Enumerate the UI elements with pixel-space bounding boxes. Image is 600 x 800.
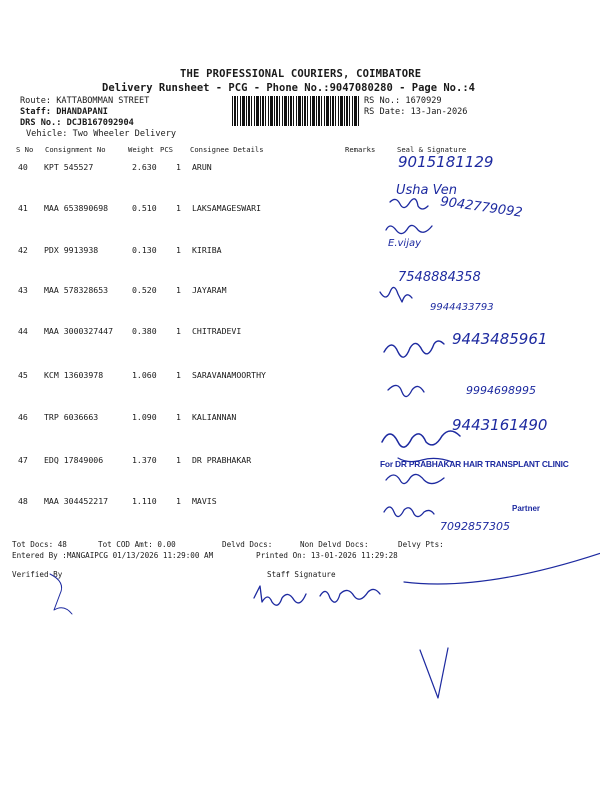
col-consignee: Consignee Details [190,145,264,154]
verified-by-label: Verified By [12,570,63,579]
col-pcs: PCS [160,145,173,154]
row-consignee: KIRIBA [192,245,222,255]
row-consignment: MAA 653890698 [44,203,109,213]
row-sno: 43 [18,285,28,295]
rs-number: RS No.: 1670929 [364,96,442,106]
row-consignment: TRP 6036663 [44,412,99,422]
row-consignee: KALIANNAN [192,412,237,422]
row-consignee: LAKSAMAGESWARI [192,203,262,213]
row-consignee: ARUN [192,162,212,172]
row-sno: 44 [18,326,28,336]
row-weight: 2.630 [132,162,157,172]
row-sno: 47 [18,455,28,465]
row-consignment: KPT 545527 [44,162,94,172]
row-weight: 1.370 [132,455,157,465]
row-sno: 40 [18,162,28,172]
row-consignment: PDX 9913938 [44,245,99,255]
row-consignee: CHITRADEVI [192,326,242,336]
row-sno: 48 [18,496,28,506]
tot-cod-amt: Tot COD Amt: 0.00 [98,540,176,549]
delvy-pts: Delvy Pts: [398,540,444,549]
drs-number: DRS No.: DCJB167092904 [20,118,134,128]
non-delvd-docs: Non Delvd Docs: [300,540,369,549]
staff-signature-label: Staff Signature [267,570,336,579]
handwritten-phone-1: 9015181129 [398,153,494,171]
row-sno: 41 [18,203,28,213]
row-pcs: 1 [176,412,181,422]
col-sno: S No [16,145,34,154]
handwritten-phone-7: 9443161490 [452,416,548,434]
handwritten-phone-2: 9042779092 [439,194,524,221]
row-weight: 0.380 [132,326,157,336]
stamp-partner: Partner [512,504,541,513]
rs-date: RS Date: 13-Jan-2026 [364,107,468,117]
handwritten-phone-6: 9994698995 [466,384,536,397]
row-weight: 1.060 [132,370,157,380]
row-consignee: MAVIS [192,496,217,506]
row-pcs: 1 [176,245,181,255]
row-weight: 1.090 [132,412,157,422]
delvd-docs: Delvd Docs: [222,540,273,549]
handwritten-phone-3: 7548884358 [398,270,481,285]
row-sno: 45 [18,370,28,380]
row-consignee: JAYARAM [192,285,227,295]
row-consignment: MAA 304452217 [44,496,109,506]
row-pcs: 1 [176,162,181,172]
tot-docs: Tot Docs: 48 [12,540,67,549]
col-remarks: Remarks [345,145,376,154]
row-weight: 0.130 [132,245,157,255]
runsheet-subtitle: Delivery Runsheet - PCG - Phone No.:9047080280 - Page No.:4 [102,82,475,94]
clinic-stamp: For DR PRABHAKAR HAIR TRANSPLANT CLINIC [380,459,569,469]
handwritten-phone-4: 9944433793 [430,302,494,313]
row-weight: 0.510 [132,203,157,213]
row-sno: 46 [18,412,28,422]
row-consignee: DR PRABHAKAR [192,455,252,465]
row-consignment: MAA 578328653 [44,285,109,295]
row-sno: 42 [18,245,28,255]
handwritten-phone-5: 9443485961 [452,330,548,348]
row-pcs: 1 [176,203,181,213]
row-consignment: MAA 3000327447 [44,326,114,336]
col-seal: Seal & Signature [397,145,467,154]
staff: Staff: DHANDAPANI [20,107,108,117]
row-consignee: SARAVANAMOORTHY [192,370,266,380]
row-pcs: 1 [176,455,181,465]
row-pcs: 1 [176,326,181,336]
handwritten-name-vijay: E.vijay [388,238,422,249]
row-consignment: KCM 13603978 [44,370,104,380]
entered-by: Entered By :MANGAIPCG 01/13/2026 11:29:00 AM [12,551,214,560]
col-weight: Weight [128,145,154,154]
row-pcs: 1 [176,285,181,295]
row-pcs: 1 [176,370,181,380]
row-weight: 1.110 [132,496,157,506]
printed-on: Printed On: 13-01-2026 11:29:28 [256,551,398,560]
col-consignment: Consignment No [45,145,106,154]
handwritten-phone-8: 7092857305 [440,520,510,533]
row-weight: 0.520 [132,285,157,295]
route: Route: KATTABOMMAN STREET [20,96,150,106]
row-consignment: EDQ 17849006 [44,455,104,465]
handwritten-name-usha: Usha Ven [396,183,457,198]
company-title: THE PROFESSIONAL COURIERS, COIMBATORE [180,68,422,80]
vehicle: Vehicle: Two Wheeler Delivery [26,129,177,139]
row-pcs: 1 [176,496,181,506]
